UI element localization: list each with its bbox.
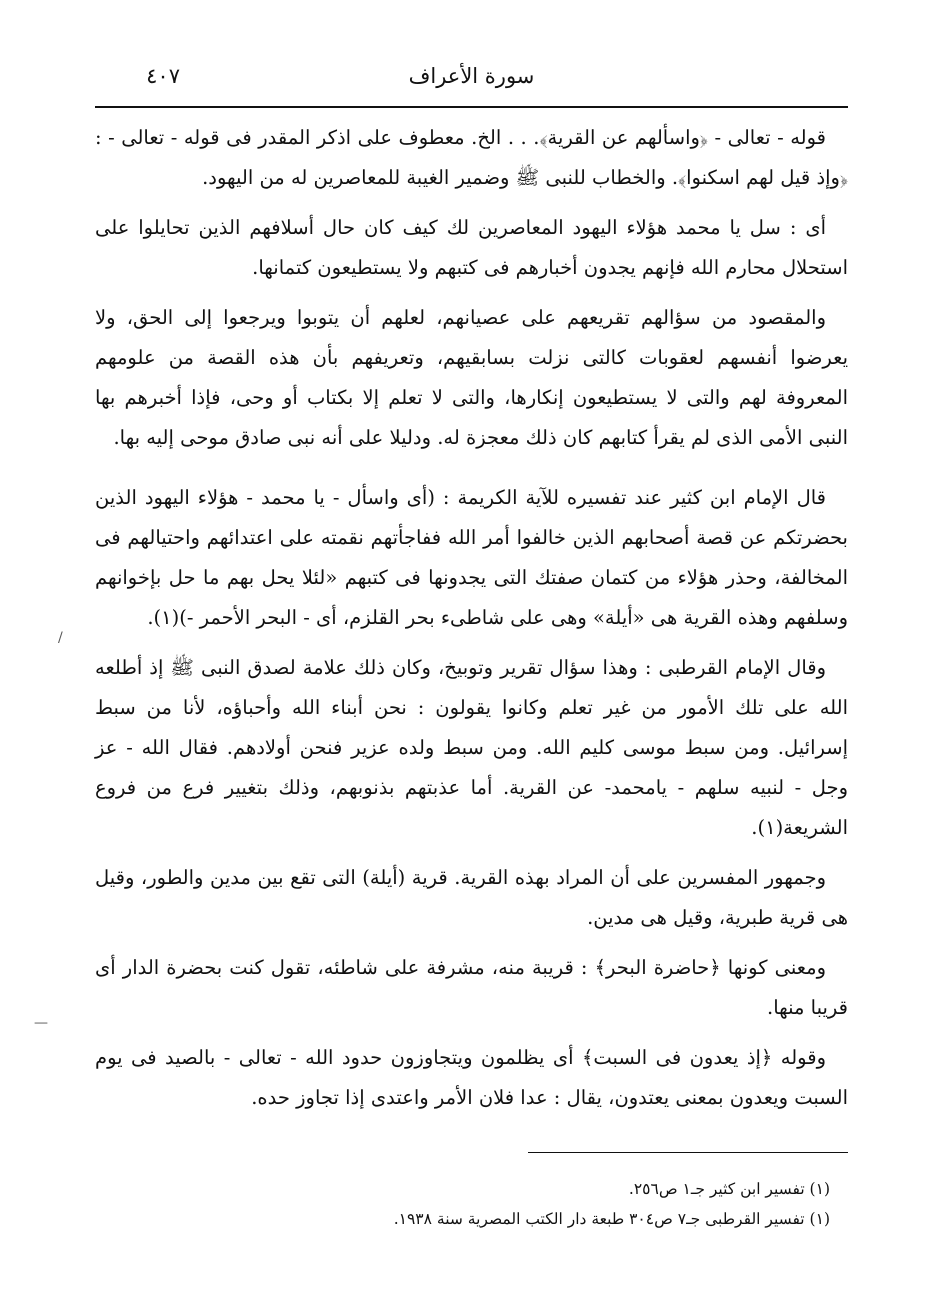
footnote: (١) تفسير القرطبى جـ٧ ص٣٠٤ طبعة دار الكتب المصرية سنة ١٩٣٨. bbox=[393, 1210, 830, 1228]
margin-mark: — bbox=[34, 1015, 48, 1031]
surah-title: سورة الأعراف bbox=[408, 64, 535, 88]
paragraph: قال الإمام ابن كثير عند تفسيره للآية الكريمة : (أى واسأل - يا محمد - هؤلاء اليهود الذين بحضرتكم عن قصة أصحابهم الذين خالفوا أمر الله ففاجأتهم نقمته على اعتدائهم واحتيالهم فى المخالفة، وحذر هؤلاء من كتمان صفتك التى يجدونها فى كتبهم «لئلا يحل بهم ما حل بإخوانهم وسلفهم وهذه القرية هى «أيلة» وهى على شاطىء بحر القلزم، أى - البحر الأحمر -)(١). bbox=[95, 486, 848, 629]
main-text bbox=[95, 118, 848, 1128]
page-number: ٤٠٧ bbox=[146, 64, 180, 88]
margin-mark: / bbox=[58, 630, 63, 646]
footnote-divider bbox=[528, 1152, 848, 1153]
paragraph: وقال الإمام القرطبى : وهذا سؤال تقرير وتوبيخ، وكان ذلك علامة لصدق النبى ﷺ إذ أطلعه الله على تلك الأمور من غير تعلم وكانوا يقولون : نحن أبناء الله وأحباؤه، لأنا من سبط إسرائيل. ومن سبط موسى كليم الله. ومن سبط ولده عزير فنحن أولادهم. فقال الله - عز وجل - لنبيه سلهم - يامحمد- عن القرية. أما عذبتهم بذنوبهم، وذلك بتغيير فرع من فروع الشريعة(١). bbox=[95, 656, 848, 839]
paragraph: قوله - تعالى - ﴿واسألهم عن القرية﴾. . . الخ. معطوف على اذكر المقدر فى قوله - تعالى - : ﴿وإذ قيل لهم اسكنوا﴾. والخطاب للنبى ﷺ وضمير الغيبة للمعاصرين له من اليهود. bbox=[95, 126, 848, 189]
paragraph: أى : سل يا محمد هؤلاء اليهود المعاصرين لك كيف كان حال أسلافهم الذين تحايلوا على استحلال محارم الله فإنهم يجدون أخبارهم فى كتبهم ولا يستطيعون كتمانها. bbox=[95, 216, 848, 279]
footnotes bbox=[95, 1174, 830, 1234]
paragraph: والمقصود من سؤالهم تقريعهم على عصيانهم، لعلهم أن يتوبوا ويرجعوا إلى الحق، ولا يعرضوا أنفسهم لعقوبات كالتى نزلت بسابقيهم، وتعريفهم بأن هذه القصة من علومهم المعروفة لهم والتى لا يستطيعون إنكارها، والتى لا تعلم إلا بكتاب أو وحى، فإذا أخبرهم بها النبى الأمى الذى لم يقرأ كتابهم كان ذلك معجزة له. ودليلا على أنه نبى صادق موحى إليه بها. bbox=[95, 306, 848, 449]
page-header bbox=[95, 60, 848, 98]
paragraph: ومعنى كونها ﴿حاضرة البحر﴾ : قريبة منه، مشرفة على شاطئه، تقول كنت بحضرة الدار أى قريبا منها. bbox=[95, 956, 848, 1019]
paragraph: وقوله ﴿إذ يعدون فى السبت﴾ أى يظلمون ويتجاوزون حدود الله - تعالى - بالصيد فى يوم السبت ويعدون بمعنى يعتدون، يقال : عدا فلان الأمر واعتدى إذا تجاوز حده. bbox=[95, 1046, 848, 1109]
footnote: (١) تفسير ابن كثير جـ١ ص٢٥٦. bbox=[628, 1180, 830, 1198]
header-divider bbox=[95, 106, 848, 108]
paragraph: وجمهور المفسرين على أن المراد بهذه القرية. قرية (أيلة) التى تقع بين مدين والطور، وقيل هى قرية طبرية، وقيل هى مدين. bbox=[95, 866, 848, 929]
